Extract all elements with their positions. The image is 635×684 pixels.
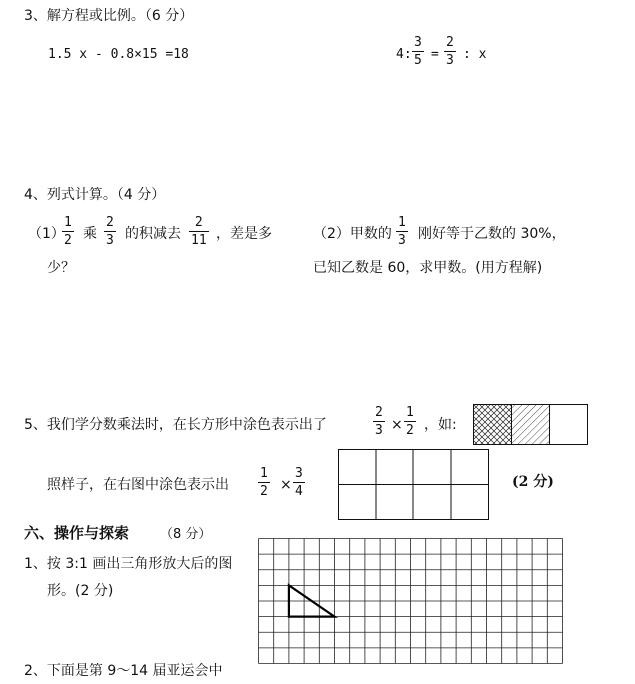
q5-times-2: ×: [280, 477, 292, 493]
fraction-numerator: 1: [260, 466, 268, 481]
q5-times: ×: [391, 417, 403, 433]
q3-title: 3、解方程或比例。（6 分）: [24, 8, 194, 24]
example-cell-diagonal-hatched: [512, 405, 550, 445]
q4-p1-times: 乘: [83, 226, 97, 242]
answer-rectangle-grid[interactable]: [338, 449, 490, 521]
q3-equation-1: 1.5 x - 0.8×15 =18: [48, 47, 189, 62]
fraction: [104, 216, 116, 247]
fraction-numerator: 3: [414, 35, 422, 50]
fraction-denominator: 3: [446, 53, 454, 68]
q5-line2-text: 照样子，在右图中涂色表示出: [47, 477, 229, 493]
section-6-title: 六、操作与探索: [24, 524, 130, 542]
q5-text: 5、我们学分数乘法时，在长方形中涂色表示出了: [24, 417, 327, 433]
fraction-denominator: 5: [414, 53, 422, 68]
fraction: [62, 216, 74, 247]
fraction: [293, 467, 305, 498]
fraction-denominator: 2: [64, 233, 72, 248]
fraction-numerator: 1: [398, 215, 406, 230]
q4-p2-line2: 已知乙数是 60，求甲数。(用方程解): [313, 260, 543, 276]
fraction: [258, 467, 270, 498]
fraction-denominator: 3: [106, 233, 114, 248]
fraction-denominator: 2: [260, 484, 268, 499]
q4-p1-text2: ，差是多: [216, 226, 272, 242]
example-cell-cross-hatched: [474, 405, 512, 445]
q5-suffix: ，如:: [424, 417, 457, 433]
fraction-numerator: 2: [194, 215, 203, 230]
fraction-denominator: 11: [191, 233, 207, 248]
section-6-points: （8 分）: [160, 527, 212, 542]
q4-title: 4、列式计算。（4 分）: [24, 187, 166, 203]
fraction: [412, 36, 424, 67]
fraction: [189, 216, 209, 247]
eq2-equals: =: [431, 47, 439, 62]
q4-p2-label: （2）甲数的: [313, 226, 392, 242]
fraction-numerator: 3: [295, 466, 303, 481]
fraction: [404, 406, 416, 437]
s6-item1-line1: 1、按 3:1 画出三角形放大后的图: [24, 556, 233, 572]
fraction: [444, 36, 456, 67]
s6-item2-line1: 2、下面是第 9～14 届亚运会中: [24, 663, 223, 679]
q5-points: (2 分): [512, 474, 554, 490]
example-rectangle: [473, 404, 588, 445]
example-cell-blank: [550, 405, 588, 445]
eq2-suffix: : x: [463, 47, 487, 62]
graph-paper-grid[interactable]: [258, 538, 563, 664]
fraction-denominator: 3: [398, 233, 406, 248]
fraction: [373, 406, 385, 437]
fraction: [396, 216, 408, 247]
fraction-numerator: 2: [375, 405, 383, 420]
s6-item1-line2: 形。(2 分): [47, 583, 114, 599]
fraction-numerator: 1: [406, 405, 414, 420]
q4-p1-label: （1）: [28, 226, 65, 242]
fraction-denominator: 4: [295, 484, 303, 499]
q4-p1-line2: 少？: [47, 260, 75, 276]
q4-p1-text1: 的积减去: [125, 226, 181, 242]
eq2-prefix: 4:: [396, 47, 412, 62]
fraction-numerator: 2: [446, 35, 454, 50]
q4-p2-text1: 刚好等于乙数的 30%，: [418, 226, 566, 242]
fraction-denominator: 3: [375, 423, 383, 438]
fraction-denominator: 2: [406, 423, 414, 438]
fraction-numerator: 2: [106, 215, 114, 230]
fraction-numerator: 1: [64, 215, 72, 230]
